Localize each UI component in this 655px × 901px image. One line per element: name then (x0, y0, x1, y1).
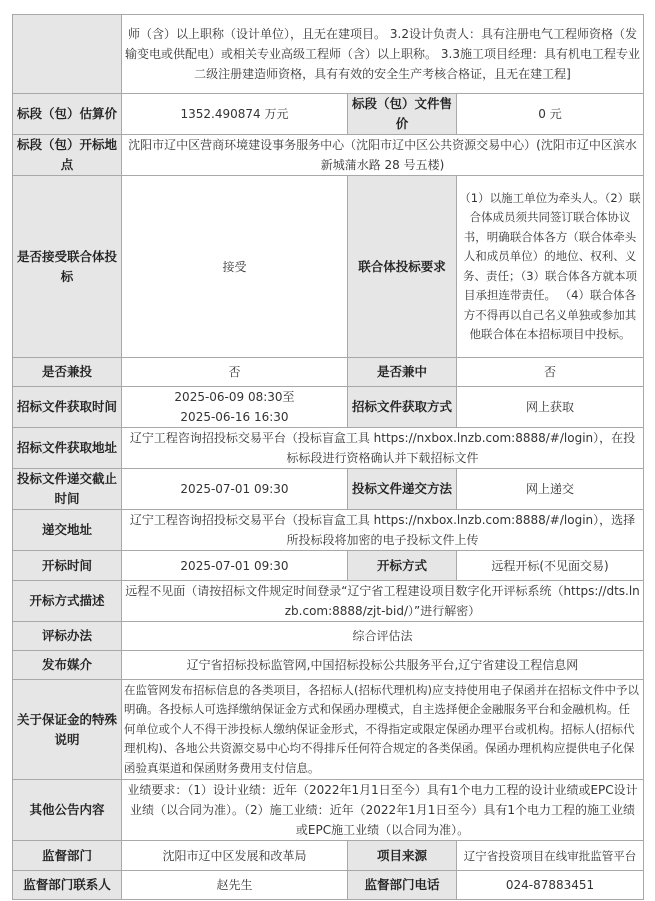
supervisor-label: 监督部门 (13, 841, 122, 871)
table-row (13, 510, 644, 551)
doc-time-value (122, 387, 348, 428)
table-row (13, 469, 644, 510)
estimate-label: 标段（包）估算价 (13, 94, 122, 135)
table-row (13, 780, 644, 841)
location-value: 沈阳市辽中区营商环境建设事务服务中心（沈阳市辽中区公共资源交易中心）(沈阳市辽中区滨水新城蒲水路 28 号五楼) (122, 135, 644, 176)
doc-time-label: 招标文件获取时间 (13, 387, 122, 428)
price-label: 标段（包）文件售价 (348, 94, 457, 135)
multi-win-label: 是否兼中 (348, 358, 457, 387)
location-label: 标段（包）开标地点 (13, 135, 122, 176)
deposit-label: 关于保证金的特殊说明 (13, 680, 122, 780)
other-value: 业绩要求：（1）设计业绩：近年（2022年1月1日至今）具有1个电力工程的设计业绩或EPC设计业绩（以合同为准）。（2）施工业绩：近年（2022年1月1日至今）具有1个电力工程的施工业绩或EPC施工业绩（以合同为准）。 (122, 780, 644, 841)
submit-addr-label: 递交地址 (13, 510, 122, 551)
other-label: 其他公告内容 (13, 780, 122, 841)
table-row (13, 680, 644, 780)
consortium-value: 接受 (122, 176, 348, 358)
contact-value: 赵先生 (122, 871, 348, 900)
eval-label: 评标办法 (13, 622, 122, 651)
multi-bid-value: 否 (122, 358, 348, 387)
open-desc-value: 远程不见面（请按招标文件规定时间登录“辽宁省工程建设项目数字化开评标系统（https://dts.lnzb.com:8888/zjt-bid/）”进行解密） (122, 581, 644, 622)
doc-method-label: 招标文件获取方式 (348, 387, 457, 428)
multi-bid-label: 是否兼投 (13, 358, 122, 387)
source-value: 辽宁省投资项目在线审批监管平台 (457, 841, 644, 871)
open-time-label: 开标时间 (13, 551, 122, 581)
table-row (13, 94, 644, 135)
estimate-value: 1352.490874 万元 (122, 94, 348, 135)
table-row (13, 15, 644, 94)
doc-time-end: 2025-06-16 16:30 (180, 410, 289, 424)
doc-addr-label: 招标文件获取地址 (13, 428, 122, 469)
consortium-label: 是否接受联合体投标 (13, 176, 122, 358)
source-label: 项目来源 (348, 841, 457, 871)
doc-method-value: 网上获取 (457, 387, 644, 428)
doc-time-start: 2025-06-09 08:30至 (174, 390, 295, 404)
contact-label: 监督部门联系人 (13, 871, 122, 900)
tender-info-table (12, 14, 644, 900)
table-row (13, 176, 644, 358)
consortium-req-value: （1）以施工单位为牵头人。（2）联合体成员须共同签订联合体协议书，明确联合体各方（联合体牵头人和成员单位）的地位、权利、义务、责任；（3）联合体各方就本项目承担连带责任。 （4）联合体各方不得再以自己名义单独或参加其他联合体在本招标项目中投标。 (457, 176, 644, 358)
qualification-tail: 师（含）以上职称（设计单位），且无在建项目。 3.2设计负责人：具有注册电气工程师资格（发输变电或供配电）或相关专业高级工程师（含）以上职称。 3.3施工项目经理：具有机电工程专业二级注册建造师资格，具有有效的安全生产考核合格证，且无在建工程] (122, 15, 644, 94)
table-row (13, 358, 644, 387)
table-row (13, 551, 644, 581)
deposit-value: 在监管网发布招标信息的各类项目，各招标人(招标代理机构)应支持使用电子保函并在招标文件中予以明确。各投标人可选择缴纳保证金方式和保函办理模式，自主选择便企金融服务平台和金融机构。任何单位或个人不得干涉投标人缴纳保证金形式，不得指定或限定保函办理平台或机构。招标人(招标代理机构)、各地公共资源交易中心均不得排斥任何符合规定的各类保函。保函办理机构应提供电子化保函验真渠道和保函财务费用支付信息。 (122, 680, 644, 780)
multi-win-value: 否 (457, 358, 644, 387)
eval-value: 综合评估法 (122, 622, 644, 651)
open-method-value: 远程开标(不见面交易) (457, 551, 644, 581)
deadline-label: 投标文件递交截止时间 (13, 469, 122, 510)
table-row (13, 841, 644, 871)
submit-method-value: 网上递交 (457, 469, 644, 510)
open-desc-label: 开标方式描述 (13, 581, 122, 622)
open-time-value: 2025-07-01 09:30 (122, 551, 348, 581)
media-value: 辽宁省招标投标监管网,中国招标投标公共服务平台,辽宁省建设工程信息网 (122, 651, 644, 680)
table-row (13, 651, 644, 680)
deadline-value: 2025-07-01 09:30 (122, 469, 348, 510)
consortium-req-label: 联合体投标要求 (348, 176, 457, 358)
table-row (13, 871, 644, 900)
table-row (13, 387, 644, 428)
table-row (13, 581, 644, 622)
table-row (13, 428, 644, 469)
phone-label: 监督部门电话 (348, 871, 457, 900)
open-method-label: 开标方式 (348, 551, 457, 581)
price-value: 0 元 (457, 94, 644, 135)
supervisor-value: 沈阳市辽中区发展和改革局 (122, 841, 348, 871)
doc-addr-value: 辽宁工程咨询招投标交易平台（投标盲盒工具 https://nxbox.lnzb.com:8888/#/login），在投标标段进行资格确认并下载招标文件 (122, 428, 644, 469)
table-row (13, 622, 644, 651)
media-label: 发布媒介 (13, 651, 122, 680)
table-row (13, 135, 644, 176)
submit-method-label: 投标文件递交方法 (348, 469, 457, 510)
submit-addr-value: 辽宁工程咨询招投标交易平台（投标盲盒工具 https://nxbox.lnzb.com:8888/#/login），选择所投标段将加密的电子投标文件上传 (122, 510, 644, 551)
empty-label-cell (13, 15, 122, 94)
phone-value: 024-87883451 (457, 871, 644, 900)
